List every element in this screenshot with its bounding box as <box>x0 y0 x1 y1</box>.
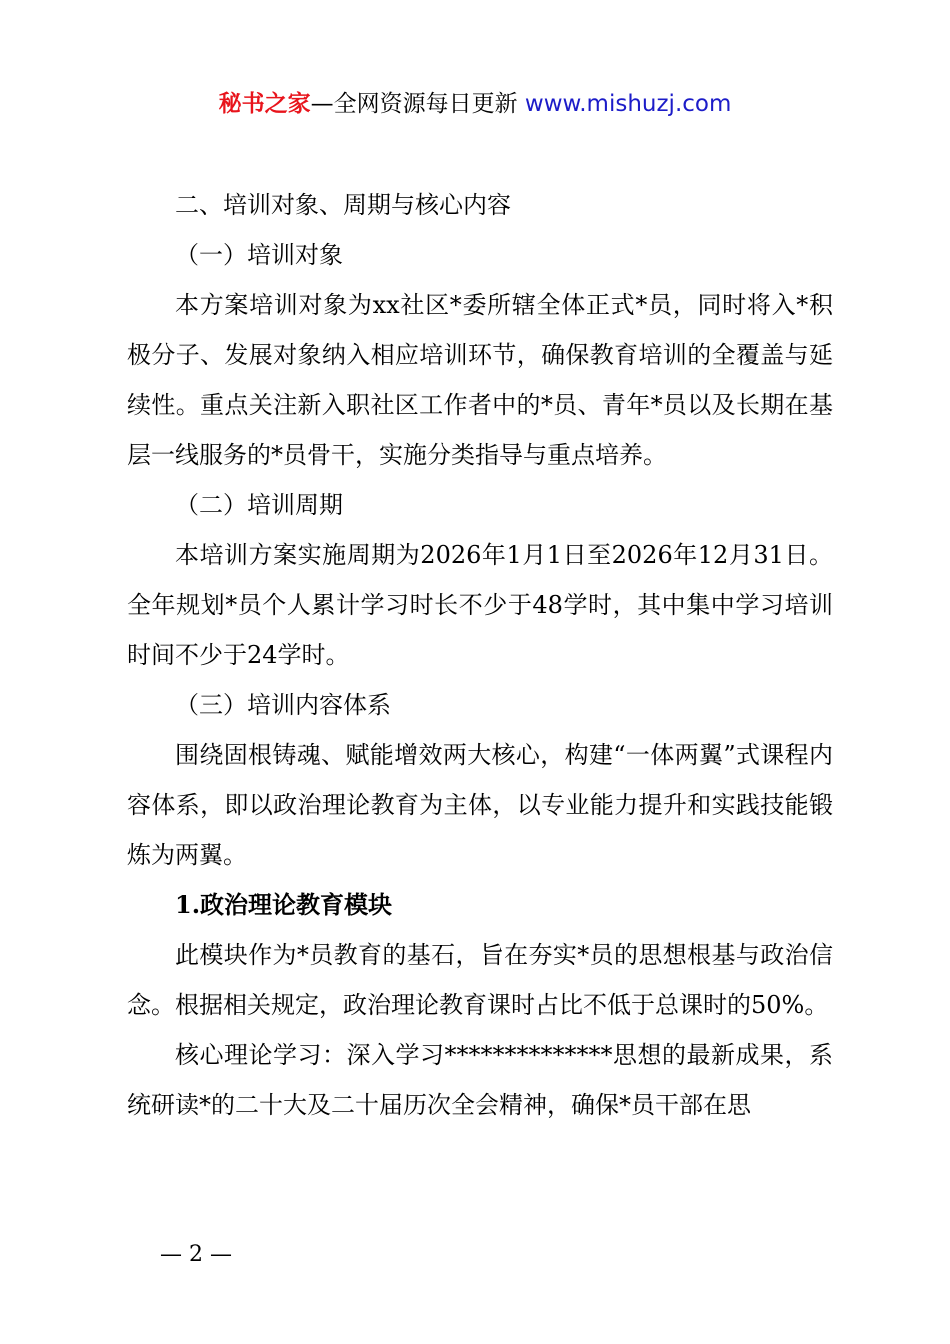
module-heading-political-theory: 1.政治理论教育模块 <box>175 890 393 919</box>
site-brand: 秘书之家 <box>218 91 311 117</box>
subsection-heading-training-period: （二）培训周期 <box>175 491 343 519</box>
section-heading: 二、培训对象、周期与核心内容 <box>175 191 511 219</box>
paragraph-political-theory: 此模块作为*员教育的基石，旨在夯实*员的思想根基与政治信念。根据相关规定，政治理论教育课时占比不低于总课时的50%。 <box>127 941 833 1019</box>
subsection-heading-training-targets: （一）培训对象 <box>175 241 343 269</box>
site-tagline: —全网资源每日更新 <box>310 91 518 117</box>
paragraph-training-period: 本培训方案实施周期为2026年1月1日至2026年12月31日。全年规划*员个人累计学习时长不少于48学时，其中集中学习培训时间不少于24学时。 <box>127 541 833 669</box>
page-number: — 2 — <box>160 1242 232 1267</box>
site-header <box>0 86 950 122</box>
paragraph-training-targets: 本方案培训对象为xx社区*委所辖全体正式*员，同时将入*积极分子、发展对象纳入相应培训环节，确保教育培训的全覆盖与延续性。重点关注新入职社区工作者中的*员、青年*员以及长期在基层一线服务的*员骨干，实施分类指导与重点培养。 <box>127 291 833 469</box>
document-body <box>127 180 833 1130</box>
site-url-link[interactable]: www.mishuzj.com <box>524 91 732 117</box>
subsection-heading-content-system: （三）培训内容体系 <box>175 691 391 719</box>
paragraph-core-theory: 核心理论学习：深入学习**************思想的最新成果，系统研读*的二十大及二十届历次全会精神，确保*员干部在思 <box>127 1041 833 1119</box>
paragraph-content-system: 围绕固根铸魂、赋能增效两大核心，构建“一体两翼”式课程内容体系，即以政治理论教育为主体，以专业能力提升和实践技能锻炼为两翼。 <box>127 741 833 869</box>
